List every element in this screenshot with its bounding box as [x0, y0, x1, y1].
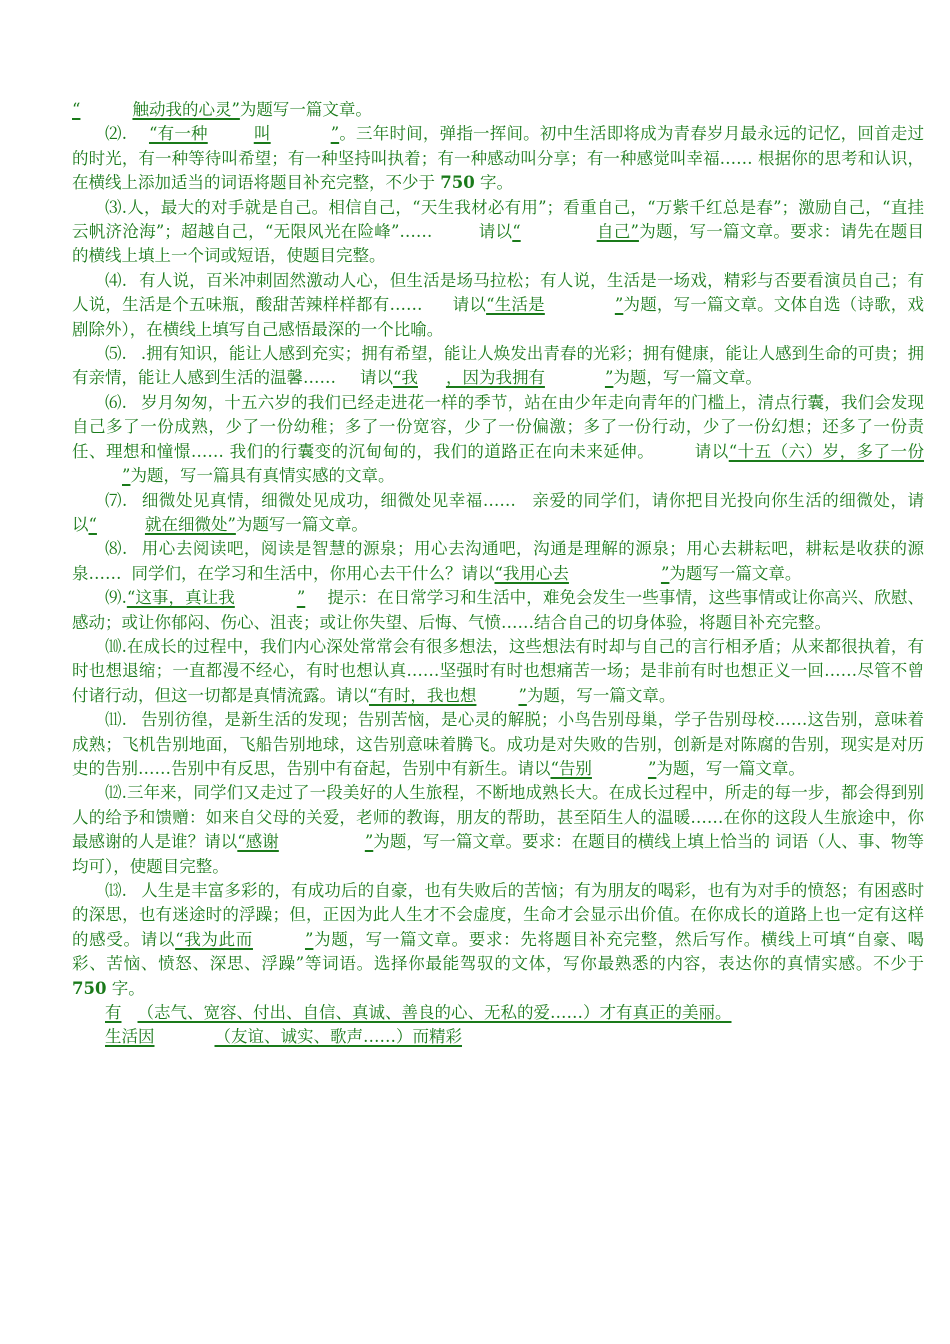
paragraph-text: 人，最大的对手就是自己。相信自己，“天生我材必有用”；看重自己，“万紫千红总是春”；激励自己，“直挂云帆济沧海”；超越自己，“无限风光在险峰”…… — [72, 197, 924, 242]
paragraph-5: ⑸. .拥有知识，能让人感到充实；拥有希望，能让人焕发出青春的光彩；拥有健康，能让人感到生命的可贵；拥有亲情，能让人感到生活的温馨…… 请以“我 ，因为我拥有 ”为题，写一篇文章。 — [72, 344, 925, 388]
item-number: ⑿. — [105, 783, 127, 803]
paragraph-7: ⑺. 细微处见真情，细微处见成功，细微处见幸福…… 亲爱的同学们，请你把目光投向你生活的细微处，请以“ 就在细微处”为题写一篇文章。 — [72, 490, 925, 534]
paragraph-text: 。三年时间，弹指一挥间。初中生活即将成为青春岁月最永远的记忆，回首走过的时光，有一种等待叫希望；有一种坚持叫执着；有一种感动叫分享；有一种感觉叫幸福…… 根据你的思考和认识，在横线上添加适当的词语将题目补充完整，不少于 — [72, 124, 925, 193]
paragraph-text: 细微处见真情，细微处见成功，细微处见幸福…… — [141, 490, 516, 510]
paragraph-text: 岁月匆匆，十五六岁的我们已经走进花一样的季节，站在由少年走向青年的门槛上，清点行囊，我们会发现自己多了一份成熟，少了一份幼稚；多了一份宽容，少了一份偏激；多了一份行动，少了一份幻想；还多了一份责任、理想和憧憬…… 我们的行囊变的沉甸甸的，我们的道路正在向未来延伸。 — [72, 392, 925, 461]
paragraph-0 — [72, 98, 924, 122]
paragraph-14 — [72, 1001, 924, 1025]
paragraph-4: ⑷. 有人说，百米冲刺固然激动人心，但生活是场马拉松；有人说，生活是一场戏，精彩与否要看演员自己；有人说，生活是个五味瓶，酸甜苦辣样样都有…… 请以“生活是 ”为题，写一篇文章。文体自选（诗歌，戏剧除外），在横线上填写自己感悟最深的一个比喻。 — [72, 270, 925, 339]
title-blank: “ 自己” — [512, 222, 639, 242]
item-number: ⑷. — [105, 270, 127, 290]
paragraph-12: ⑿.三年来，同学们又走过了一段美好的人生旅程，不断地成熟长大。在成长过程中，所走的每一步，都会得到别人的给予和馈赠：如来自父母的关爱，老师的教诲，朋友的帮助，甚至陌生人的温暖……在你的这段人生旅途中，你最感谢的人是谁？请以“感谢 ”为题，写一篇文章。要求：在题目的横线上填上恰当的 词语（人、事、物等均可），使题目完整。 — [72, 783, 925, 876]
item-number: ⑶. — [105, 197, 128, 217]
paragraph-11: ⑾. 告别彷徨，是新生活的发现；告别苦恼，是心灵的解脱；小鸟告别母巢，学子告别母校……这告别，意味着成熟；飞机告别地面，飞船告别地球，这告别意味着腾飞。成功是对失败的告别，创新是对陈腐的告别，现实是对历史的告别……告别中有反思，告别中有奋起，告别中有新生。请以“告别 ”为题，写一篇文章。 — [72, 710, 925, 778]
item-number: ⑾. — [105, 710, 127, 730]
item-number: ⑵. — [105, 124, 127, 144]
item-number: ⑽. — [105, 636, 127, 656]
item-number: ⑹. — [105, 392, 127, 412]
title-blank: “我为此而 ” — [175, 929, 314, 949]
title-blank: “有时，我也想 ” — [369, 685, 527, 705]
paragraph-text: 用心去阅读吧，阅读是智慧的源泉；用心去沟通吧，沟通是理解的源泉；用心去耕耘吧，耕耘是收获的源泉…… — [72, 539, 924, 583]
title-text: 触动我的心灵” — [132, 100, 240, 119]
title-blank: “我 ，因为我拥有 ” — [393, 368, 614, 388]
title-quote-open: “ — [72, 100, 81, 119]
paragraph-9: ⑼.“这事，真让我 ” 提示：在日常学习和生活中，难免会发生一些事情，这些事情或让你高兴、欣慰、感动；或让你郁闷、伤心、沮丧；或让你失望、后悔、气愤……结合自己的切身体验，将题目补充完整。 — [72, 588, 925, 632]
paragraph-2: ⑵. “有一种 叫 ”。三年时间，弹指一挥间。初中生活即将成为青春岁月最永远的记忆，回首走过的时光，有一种等待叫希望；有一种坚持叫执着；有一种感动叫分享；有一种感觉叫幸福…… 根据你的思考和认识，在横线上添加适当的词语将题目补充完整，不少于 750 字。 — [72, 124, 925, 193]
title-blank: “我用心去 ” — [494, 563, 670, 583]
paragraph-text: 告别彷徨，是新生活的发现；告别苦恼，是心灵的解脱；小鸟告别母巢，学子告别母校……这告别，意味着成熟；飞机告别地面，飞船告别地球，这告别意味着腾飞。成功是对失败的告别，创新是对陈腐的告别，现实是对历史的告别……告别中有反思，告别中有奋起，告别中有新生。请以 — [72, 710, 925, 778]
title-blank: 生活因 （友谊、诚实、歌声……）而精彩 — [105, 1027, 462, 1047]
title-blank: “有一种 叫 ” — [148, 124, 340, 144]
title-blank: “十五（六）岁，多了一份” — [122, 441, 925, 486]
paragraph-text: 有人说，百米冲刺固然激动人心，但生活是场马拉松；有人说，生活是一场戏，精彩与否要看演员自己；有人说，生活是个五味瓶，酸甜苦辣样样都有…… — [72, 270, 924, 315]
word-count: 750 — [72, 978, 107, 998]
item-number: ⑸. — [105, 344, 127, 364]
paragraph-text: 在成长的过程中，我们内心深处常常会有很多想法，这些想法有时却与自己的言行相矛盾；从来都很执着，有时也想退缩；一直都漫不经心，有时也想认真……坚强时有时也想痛苦一场；是非前有时也想正义一回……尽管不曾付诸行动，但这一切都是真情流露。请以 — [72, 636, 925, 705]
paragraph-text: .拥有知识，能让人感到充实；拥有希望，能让人焕发出青春的光彩；拥有健康，能让人感到生命的可贵；拥有亲情，能让人感到生活的温馨…… — [72, 344, 925, 388]
paragraph-text: 为题写一篇文章。 — [239, 100, 372, 119]
item-number: ⒀. — [105, 881, 127, 900]
paragraph-3: ⑶.人，最大的对手就是自己。相信自己，“天生我材必有用”；看重自己，“万紫千红总是春”；激励自己，“直挂云帆济沧海”；超越自己，“无限风光在险峰”…… 请以“ 自己”为题，写一篇文章。要求：请先在题目的横线上填上一个词或短语，使题目完整。 — [72, 197, 925, 266]
title-blank: “告别 ” — [550, 758, 657, 778]
item-number: ⑻. — [105, 539, 128, 559]
title-blank: 有 （志气、宽容、付出、自信、真诚、善良的心、无私的爱……）才有真正的美丽。 — [105, 1003, 732, 1023]
document-page — [72, 98, 924, 1050]
paragraph-6: ⑹. 岁月匆匆，十五六岁的我们已经走进花一样的季节，站在由少年走向青年的门槛上，清点行囊，我们会发现自己多了一份成熟，少了一份幼稚；多了一份宽容，少了一份偏激；多了一份行动，少了一份幻想；还多了一份责任、理想和憧憬…… 我们的行囊变的沉甸甸的，我们的道路正在向未来延伸。 请以“十五（六）岁，多了一份”为题，写一篇具有真情实感的文章。 — [72, 392, 925, 486]
paragraph-15 — [72, 1025, 924, 1049]
title-blank: “感谢 ” — [237, 832, 374, 852]
paragraph-text: 在日常学习和生活中，难免会发生一些事情，这些事情或让你高兴、欣慰、感动；或让你郁闷、伤心、沮丧；或让你失望、后悔、气愤……结合自己的切身体验，将题目补充完整。 — [72, 588, 925, 632]
title-blank: “生活是 ” — [486, 295, 624, 315]
item-number: ⑺. — [105, 490, 128, 510]
paragraph-text: 人生是丰富多彩的，有成功后的自豪，也有失败后的苦恼；有为朋友的喝彩，也有为对手的愤怒；有困惑时的深思，也有迷途时的浮躁；但，正因为此人生才不会虚度，生命才会显示出价值。在你成长的道路上也一定有这样的感受。请以 — [72, 881, 925, 949]
title-blank: “ 就在细微处” — [88, 514, 236, 534]
paragraph-10: ⑽.在成长的过程中，我们内心深处常常会有很多想法，这些想法有时却与自己的言行相矛盾；从来都很执着，有时也想退缩；一直都漫不经心，有时也想认真……坚强时有时也想痛苦一场；是非前有时也想正义一回……尽管不曾付诸行动，但这一切都是真情流露。请以“有时，我也想 ”为题，写一篇文章。 — [72, 636, 925, 705]
paragraph-13: ⒀. 人生是丰富多彩的，有成功后的自豪，也有失败后的苦恼；有为朋友的喝彩，也有为对手的愤怒；有困惑时的深思，也有迷途时的浮躁；但，正因为此人生才不会虚度，生命才会显示出价值。在你成长的道路上也一定有这样的感受。请以“我为此而 ”为题，写一篇文章。要求：先将题目补充完整，然后写作。横线上可填“自豪、喝彩、苦恼、愤怒、深思、浮躁”等词语。选择你最能驾驭的文体，写你最熟悉的内容，表达你的真情实感。不少于 750 字。 — [72, 881, 925, 998]
paragraph-8: ⑻. 用心去阅读吧，阅读是智慧的源泉；用心去沟通吧，沟通是理解的源泉；用心去耕耘吧，耕耘是收获的源泉…… 同学们，在学习和生活中，你用心去干什么？请以“我用心去 ”为题写一篇文章。 — [72, 539, 924, 583]
title-blank: “这事，真让我 ” — [126, 588, 306, 608]
paragraph-text: 三年来，同学们又走过了一段美好的人生旅程，不断地成熟长大。在成长过程中，所走的每一步，都会得到别人的给予和馈赠：如来自父母的关爱，老师的教诲，朋友的帮助，甚至陌生人的温暖……在你的这段人生旅途中，你最感谢的人是谁？请以 — [72, 783, 925, 852]
item-number: ⑼. — [105, 588, 127, 608]
word-count: 750 — [440, 173, 475, 193]
